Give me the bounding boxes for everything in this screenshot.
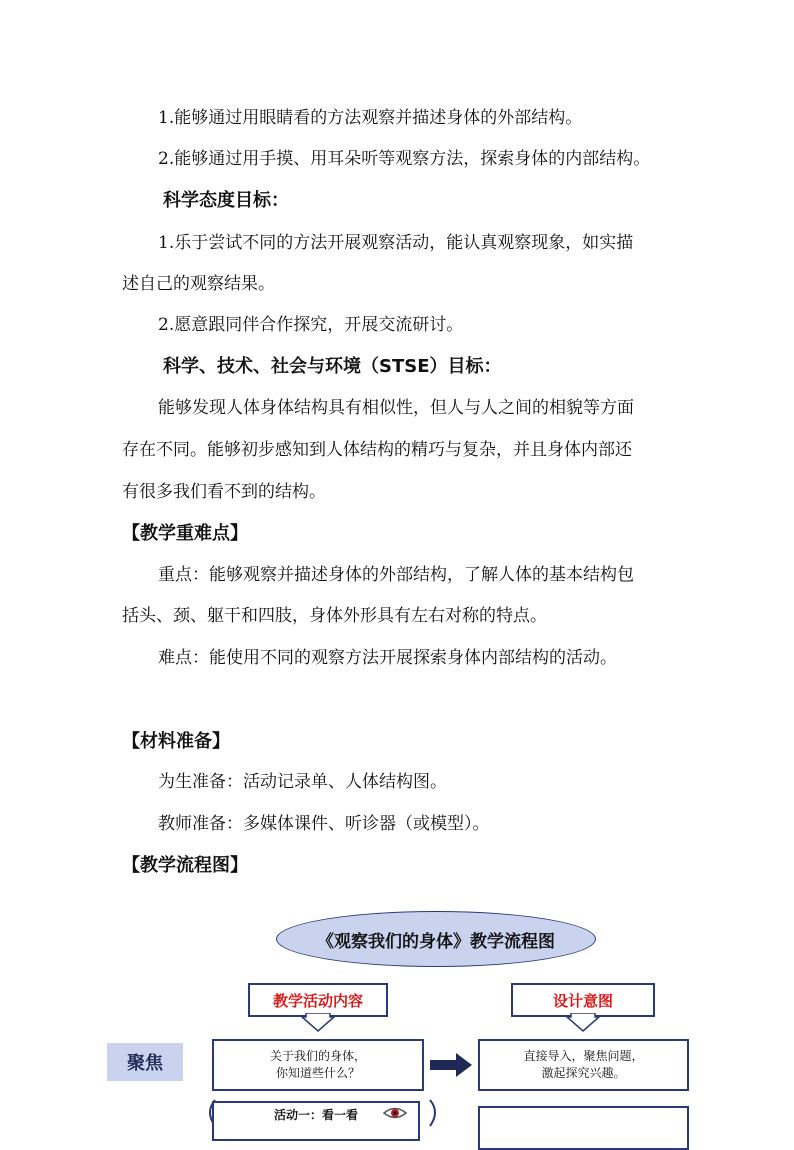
header-activity-content: 教学活动内容 [248,983,388,1017]
attitude-line-2: 2.愿意跟同伴合作探究，开展交流研讨。 [158,315,464,335]
activity-box-1 [212,1039,424,1091]
stse-line-b: 存在不同。能够初步感知到人体结构的精巧与复杂，并且身体内部还 [122,440,632,460]
activity-box-1-line1: 关于我们的身体， [269,1049,366,1063]
attitude-line-1b: 述自己的观察结果。 [122,274,275,294]
stse-line-a: 能够发现人体身体结构具有相似性，但人与人之间的相貌等方面 [158,398,634,418]
attitude-line-1a: 1.乐于尝试不同的方法开展观察活动，能认真观察现象，如实描 [158,233,634,253]
objective-line-1: 1.能够通过用眼睛看的方法观察并描述身体的外部结构。 [158,108,583,128]
materials-teacher: 教师准备：多媒体课件、听诊器（或模型）。 [158,814,490,834]
heading-flowchart: 【教学流程图】 [122,855,248,876]
activity-box-2-line1: 活动一：看一看 [273,1108,358,1122]
difficulty-line: 难点：能使用不同的观察方法开展探索身体内部结构的活动。 [158,648,617,668]
heading-key-points: 【教学重难点】 [122,523,248,544]
stse-line-c: 有很多我们看不到的结构。 [122,482,326,502]
intent-box-1-line1: 直接导入，聚焦问题， [523,1049,644,1063]
arrow-right-icon [430,1053,472,1077]
key-point-line-a: 重点：能够观察并描述身体的外部结构，了解人体的基本结构包 [158,565,634,585]
section-heading-stse: 科学、技术、社会与环境（STSE）目标： [163,356,502,377]
activity-box-1-line2: 你知道些什么？ [275,1066,360,1080]
materials-students: 为生准备：活动记录单、人体结构图。 [158,772,447,792]
heading-materials: 【材料准备】 [122,731,230,752]
stage-label-focus: 聚焦 [107,1043,183,1081]
bracket-right-icon [428,1098,442,1128]
key-point-line-b: 括头、颈、躯干和四肢，身体外形具有左右对称的特点。 [122,606,547,626]
section-heading-attitude: 科学态度目标： [163,190,289,211]
intent-box-1 [478,1039,689,1091]
objective-line-2: 2.能够通过用手摸、用耳朵听等观察方法，探索身体的内部结构。 [158,149,651,169]
header-design-intent: 设计意图 [511,983,655,1017]
intent-box-1-line2: 激起探究兴趣。 [541,1066,626,1080]
flowchart-title: 《观察我们的身体》教学流程图 [276,911,596,967]
intent-box-2 [478,1106,689,1150]
chevron-down-icon [565,1013,601,1033]
eye-icon [382,1104,408,1122]
chevron-down-icon [300,1013,336,1033]
